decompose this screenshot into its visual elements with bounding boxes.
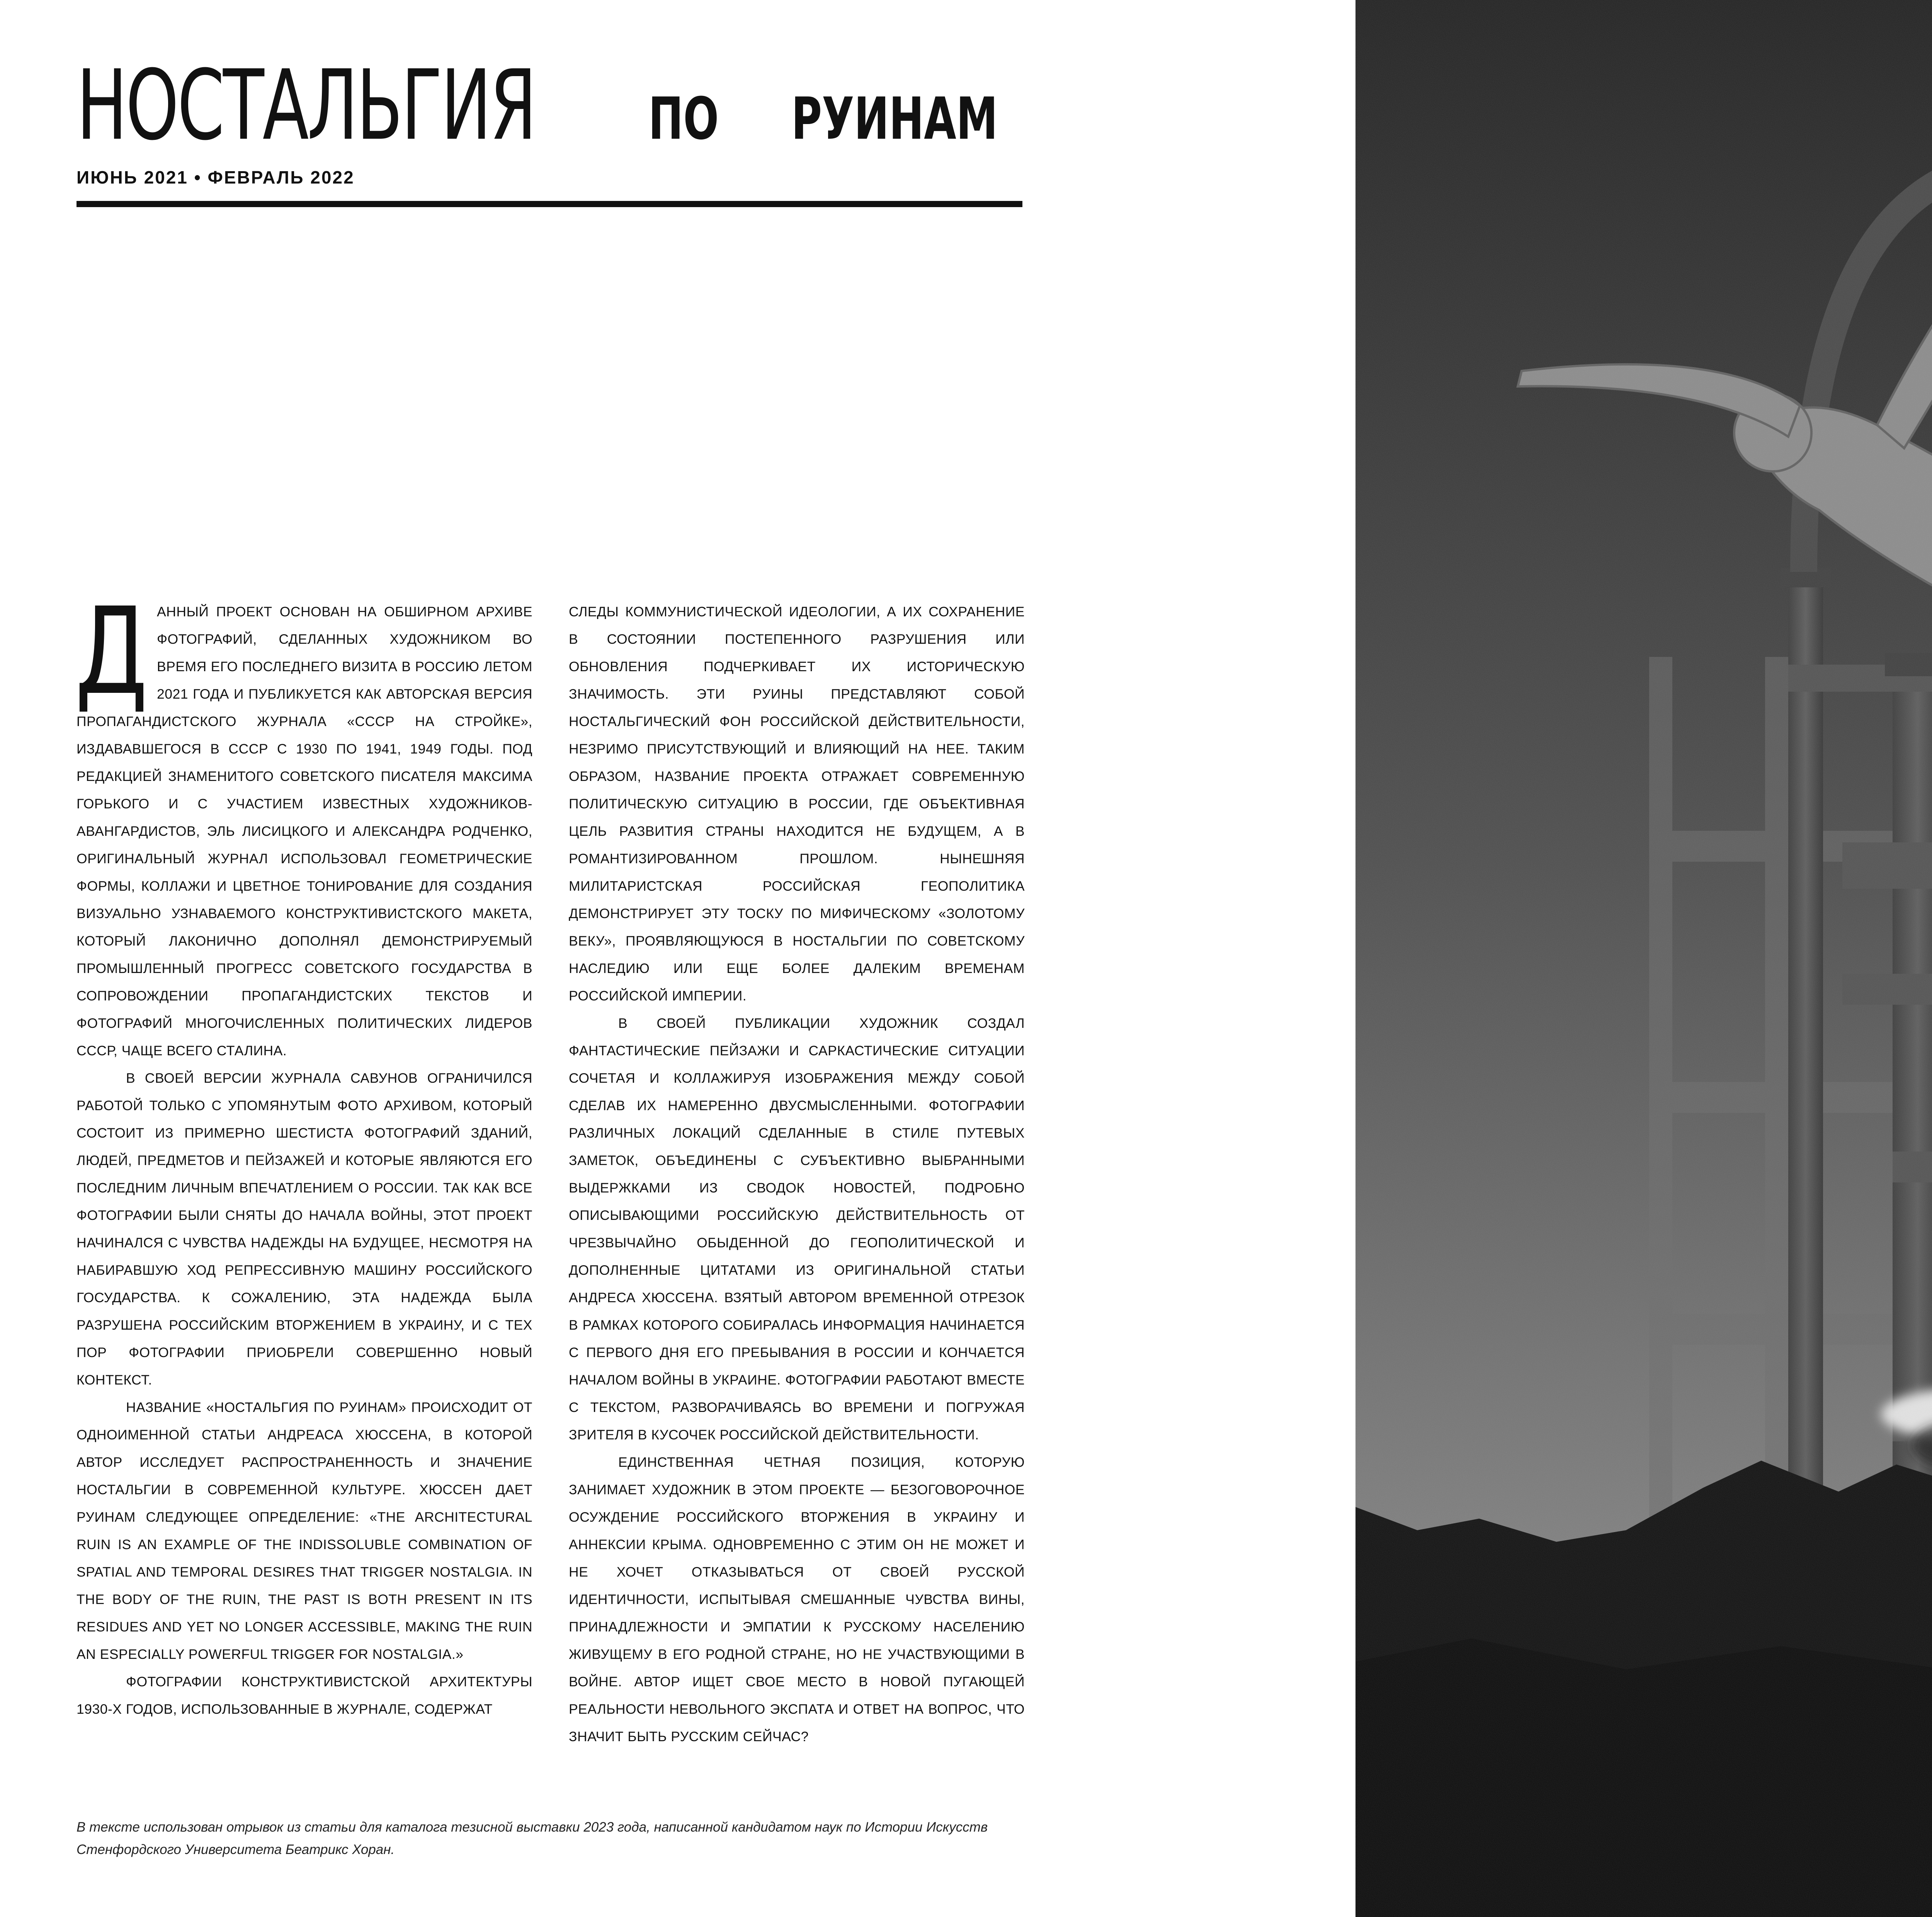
- paragraph: АННЫЙ ПРОЕКТ ОСНОВАН НА ОБШИРНОМ АРХИВЕ ФОТОГРАФИЙ, СДЕЛАННЫХ ХУДОЖНИКОМ ВО ВРЕМЯ ЕГО ПОСЛЕДНЕГО ВИЗИТА В РОССИЮ ЛЕТОМ 2021 ГОДА И ПУБЛИКУЕТСЯ КАК АВТОРСКАЯ ВЕРСИЯ ПРОПАГАНДИСТСКОГО ЖУРНАЛА «СССР НА СТРОЙКЕ», ИЗДАВАВШЕГОСЯ В СССР С 1930 ПО 1941, 1949 ГОДЫ. ПОД РЕДАКЦИЕЙ ЗНАМЕНИТОГО СОВЕТСКОГО ПИСАТЕЛЯ МАКСИМА ГОРЬКОГО И С УЧАСТИЕМ ИЗВЕСТНЫХ ХУДОЖНИКОВ-АВАНГАРДИСТОВ, ЭЛЬ ЛИСИЦКОГО И АЛЕКСАНДРА РОДЧЕНКО, ОРИГИНАЛЬНЫЙ ЖУРНАЛ ИСПОЛЬЗОВАЛ ГЕОМЕТРИЧЕСКИЕ ФОРМЫ, КОЛЛАЖИ И ЦВЕТНОЕ ТОНИРОВАНИЕ ДЛЯ СОЗДАНИЯ ВИЗУАЛЬНО УЗНАВАЕМОГО КОНСТРУКТИВИСТСКОГО МАКЕТА, КОТОРЫЙ ЛАКОНИЧНО ДОПОЛНЯЛ ДЕМОНСТРИРУЕМЫЙ ПРОМЫШЛЕННЫЙ ПРОГРЕСС СОВЕТСКОГО ГОСУДАРСТВА В СОПРОВОЖДЕНИИ ПРОПАГАНДИСТСКИХ ТЕКСТОВ И ФОТОГРАФИЙ МНОГОЧИСЛЕННЫХ ПОЛИТИЧЕСКИХ ЛИДЕРОВ СССР, ЧАЩЕ ВСЕГО СТАЛИНА.: [77, 604, 532, 1058]
- drop-cap: Д: [75, 582, 148, 721]
- date-range: ИЮНЬ 2021 • ФЕВРАЛЬ 2022: [77, 167, 355, 187]
- text-column-2: [569, 598, 1025, 1750]
- paragraph: НАЗВАНИЕ «НОСТАЛЬГИЯ ПО РУИНАМ» ПРОИСХОДИТ ОТ ОДНОИМЕННОЙ СТАТЬИ АНДРЕАСА ХЮССЕНА, В КОТОРОЙ АВТОР ИССЛЕДУЕТ РАСПРОСТРАНЕННОСТЬ И ЗНАЧЕНИЕ НОСТАЛЬГИИ В СОВРЕМЕННОЙ КУЛЬТУРЕ. ХЮССЕН ДАЕТ РУИНАМ СЛЕДУЮЩЕЕ ОПРЕДЕЛЕНИЕ: «THE ARCHITECTURAL RUIN IS AN EXAMPLE OF THE INDISSOLUBLE COMBINATION OF SPATIAL AND TEMPORAL DESIRES THAT TRIGGER NOSTALGIA. IN THE BODY OF THE RUIN, THE PAST IS BOTH PRESENT IN ITS RESIDUES AND YET NO LONGER ACCESSIBLE, MAKING THE RUIN AN ESPECIALLY POWERFUL TRIGGER FOR NOSTALGIA.»: [77, 1400, 532, 1662]
- title-word-po: ПО: [648, 85, 719, 153]
- footnote: В тексте использован отрывок из статьи для каталога тезисной выставки 2023 года, написанной кандидатом наук по Истории Искусств Стенфордского Университета Беатрикс Хоран.: [77, 1820, 988, 1857]
- paragraph: В СВОЕЙ ВЕРСИИ ЖУРНАЛА САВУНОВ ОГРАНИЧИЛСЯ РАБОТОЙ ТОЛЬКО С УПОМЯНУТЫМ ФОТО АРХИВОМ, КОТОРЫЙ СОСТОИТ ИЗ ПРИМЕРНО ШЕСТИСТА ФОТОГРАФИЙ ЗДАНИЙ, ЛЮДЕЙ, ПРЕДМЕТОВ И ПЕЙЗАЖЕЙ И КОТОРЫЕ ЯВЛЯЮТСЯ ЕГО ПОСЛЕДНИМ ЛИЧНЫМ ВПЕЧАТЛЕНИЕМ О РОССИИ. ТАК КАК ВСЕ ФОТОГРАФИИ БЫЛИ СНЯТЫ ДО НАЧАЛА ВОЙНЫ, ЭТОТ ПРОЕКТ НАЧИНАЛСЯ С ЧУВСТВА НАДЕЖДЫ НА БУДУЩЕЕ, НЕСМОТРЯ НА НАБИРАВШУЮ ХОД РЕПРЕССИВНУЮ МАШИНУ РОССИЙСКОГО ГОСУДАРСТВА. К СОЖАЛЕНИЮ, ЭТА НАДЕЖДА БЫЛА РАЗРУШЕНА РОССИЙСКИМ ВТОРЖЕНИЕМ В УКРАИНУ, И С ТЕХ ПОР ФОТОГРАФИИ ПРИОБРЕЛИ СОВЕРШЕННО НОВЫЙ КОНТЕКСТ.: [77, 1070, 532, 1388]
- title-rule: [77, 201, 1022, 207]
- title-word-ruins: РУИНАМ: [791, 85, 998, 153]
- paragraph: В СВОЕЙ ПУБЛИКАЦИИ ХУДОЖНИК СОЗДАЛ ФАНТАСТИЧЕСКИЕ ПЕЙЗАЖИ И САРКАСТИЧЕСКИЕ СИТУАЦИИ СОЧЕТАЯ И КОЛЛАЖИРУЯ ИЗОБРАЖЕНИЯ МЕЖДУ СОБОЙ СДЕЛАВ ИХ НАМЕРЕННО ДВУСМЫСЛЕННЫМИ. ФОТОГРАФИИ РАЗЛИЧНЫХ ЛОКАЦИЙ СДЕЛАННЫЕ В СТИЛЕ ПУТЕВЫХ ЗАМЕТОК, ОБЪЕДИНЕНЫ С СУБЪЕКТИВНО ВЫБРАННЫМИ ВЫДЕРЖКАМИ ИЗ СВОДОК НОВОСТЕЙ, ПОДРОБНО ОПИСЫВАЮЩИМИ РОССИЙСКУЮ ДЕЙСТВИТЕЛЬНОСТЬ ОТ ЧРЕЗВЫЧАЙНО ОБЫДЕННОЙ ДО ГЕОПОЛИТИЧЕСКОЙ И ДОПОЛНЕННЫЕ ЦИТАТАМИ ИЗ ОРИГИНАЛЬНОЙ СТАТЬИ АНДРЕСА ХЮССЕНА. ВЗЯТЫЙ АВТОРОМ ВРЕМЕННОЙ ОТРЕЗОК В РАМКАХ КОТОРОГО СОБИРАЛАСЬ ИНФОРМАЦИЯ НАЧИНАЕТСЯ С ПЕРВОГО ДНЯ ЕГО ПРЕБЫВАНИЯ В РОССИИ И КОНЧАЕТСЯ НАЧАЛОМ ВОЙНЫ В УКРАИНЕ. ФОТОГРАФИИ РАБОТАЮТ ВМЕСТЕ С ТЕКСТОМ, РАЗВОРАЧИВАЯСЬ ВО ВРЕМЕНИ И ПОГРУЖАЯ ЗРИТЕЛЯ В КУСОЧЕК РОССИЙСКОЙ ДЕЙСТВИТЕЛЬНОСТИ.: [569, 1015, 1025, 1442]
- paragraph: СЛЕДЫ КОММУНИСТИЧЕСКОЙ ИДЕОЛОГИИ, А ИХ СОХРАНЕНИЕ В СОСТОЯНИИ ПОСТЕПЕННОГО РАЗРУШЕНИЯ ИЛИ ОБНОВЛЕНИЯ ПОДЧЕРКИВАЕТ ИХ ИСТОРИЧЕСКУЮ ЗНАЧИМОСТЬ. ЭТИ РУИНЫ ПРЕДСТАВЛЯЮТ СОБОЙ НОСТАЛЬГИЧЕСКИЙ ФОН РОССИЙСКОЙ ДЕЙСТВИТЕЛЬНОСТИ, НЕЗРИМО ПРИСУТСТВУЮЩИЙ И ВЛИЯЮЩИЙ НА НЕЕ. ТАКИМ ОБРАЗОМ, НАЗВАНИЕ ПРОЕКТА ОТРАЖАЕТ СОВРЕМЕННУЮ ПОЛИТИЧЕСКУЮ СИТУАЦИЮ В РОССИИ, ГДЕ ОБЪЕКТИВНАЯ ЦЕЛЬ РАЗВИТИЯ СТРАНЫ НАХОДИТСЯ НЕ БУДУЩЕМ, А В РОМАНТИЗИРОВАННОМ ПРОШЛОМ. НЫНЕШНЯЯ МИЛИТАРИСТСКАЯ РОССИЙСКАЯ ГЕОПОЛИТИКА ДЕМОНСТРИРУЕТ ЭТУ ТОСКУ ПО МИФИЧЕСКОМУ «ЗОЛОТОМУ ВЕКУ», ПРОЯВЛЯЮЩУЮСЯ В НОСТАЛЬГИИ ПО СОВЕТСКОМУ НАСЛЕДИЮ ИЛИ ЕЩЕ БОЛЕЕ ДАЛЕКИМ ВРЕМЕНАМ РОССИЙСКОЙ ИМПЕРИИ.: [569, 604, 1025, 1004]
- paragraph: ФОТОГРАФИИ КОНСТРУКТИВИСТСКОЙ АРХИТЕКТУРЫ 1930-Х ГОДОВ, ИСПОЛЬЗОВАННЫЕ В ЖУРНАЛЕ, СОДЕРЖАТ: [77, 1674, 532, 1717]
- text-column-1: [75, 582, 532, 1723]
- paragraph: ЕДИНСТВЕННАЯ ЧЕТНАЯ ПОЗИЦИЯ, КОТОРУЮ ЗАНИМАЕТ ХУДОЖНИК В ЭТОМ ПРОЕКТЕ — БЕЗОГОВОРОЧНОЕ ОСУЖДЕНИЕ РОССИЙСКОГО ВТОРЖЕНИЯ В УКРАИНУ И АННЕКСИИ КРЫМА. ОДНОВРЕМЕННО С ЭТИМ ОН НЕ МОЖЕТ И НЕ ХОЧЕТ ОТКАЗЫВАТЬСЯ ОТ СВОЕЙ РУССКОЙ ИДЕНТИЧНОСТИ, ИСПЫТЫВАЯ СМЕШАННЫЕ ЧУВСТВА ВИНЫ, ПРИНАДЛЕЖНОСТИ И ЭМПАТИИ К РУССКОМУ НАСЕЛЕНИЮ ЖИВУЩЕМУ В ЕГО РОДНОЙ СТРАНЕ, НО НЕ УЧАСТВУЮЩИМИ В ВОЙНЕ. АВТОР ИЩЕТ СВОЕ МЕСТО В НОВОЙ ПУГАЮЩЕЙ РЕАЛЬНОСТИ НЕВОЛЬНОГО ЭКСПАТА И ОТВЕТ НА ВОПРОС, ЧТО ЗНАЧИТ БЫТЬ РУССКИМ СЕЙЧАС?: [569, 1454, 1025, 1744]
- page-title: НОСТАЛЬГИЯ: [77, 49, 536, 162]
- photo-sculpture: [1355, 0, 1932, 1917]
- title-row: [77, 49, 1023, 162]
- masthead: [77, 49, 1023, 207]
